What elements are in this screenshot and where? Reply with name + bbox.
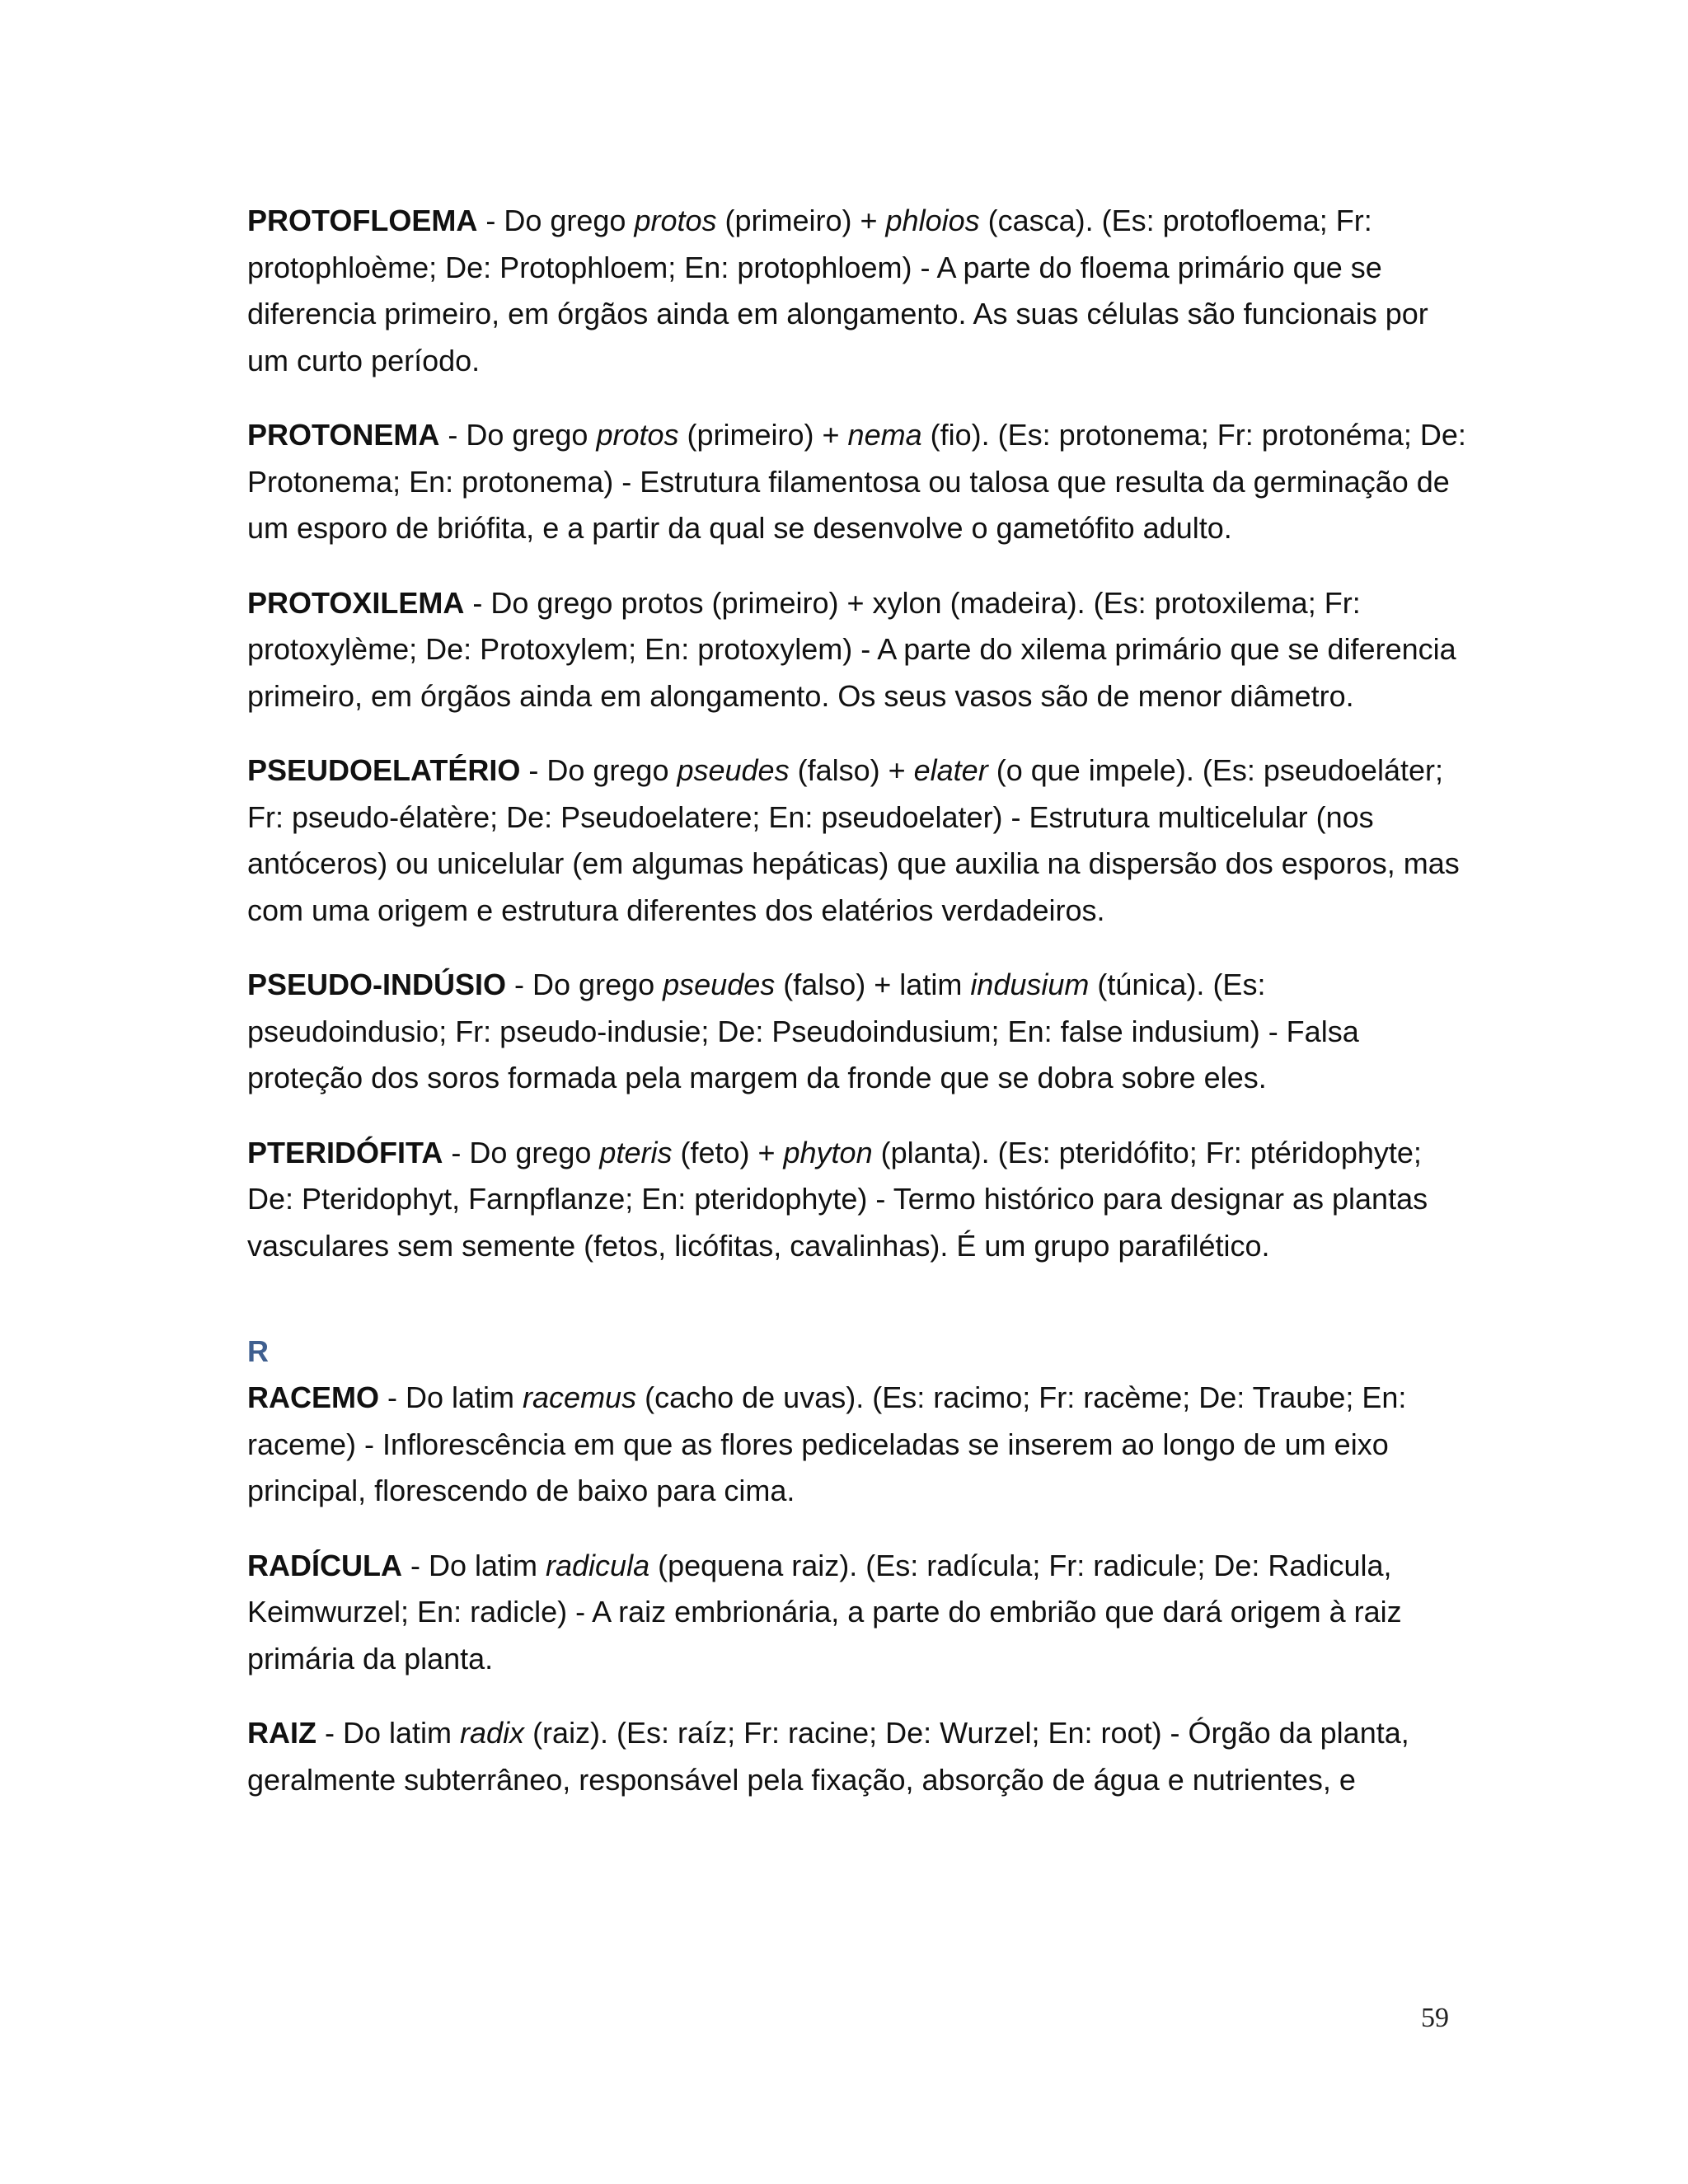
glossary-entry [247,962,1467,1102]
glossary-entry [247,412,1467,552]
glossary-entry [247,580,1467,720]
glossary-entries-r [247,1375,1467,1803]
entry-term: RADÍCULA [247,1548,402,1582]
entry-term: RACEMO [247,1380,379,1414]
entry-text: - Do grego [439,418,597,452]
entry-text: (túnica). (Es: pseudoindusio; Fr: pseudo-indusie; De: Pseudoindusium; En: false indusium) - Falsa proteção dos soros formada pela margem da fronde que se dobra sobre eles. [247,968,1359,1094]
glossary-entry [247,1375,1467,1515]
entry-term: PTERIDÓFITA [247,1135,443,1169]
entry-term: RAIZ [247,1716,316,1750]
entry-text: (fio). (Es: protonema; Fr: protonéma; De: Protonema; En: protonema) - Estrutura filamentosa ou talosa que resulta da germinação de um esporo de briófita, e a partir da qual se desenvolve o gametófito adulto. [247,418,1466,545]
entry-term: PROTOFLOEMA [247,204,478,237]
entry-text: (primeiro) + [678,418,848,452]
page-number: 59 [1421,2003,1449,2033]
entry-text: - Do grego [506,968,663,1001]
section-letter-heading: R [247,1334,269,1368]
entry-text: - Do latim [316,1716,461,1750]
glossary-content [247,198,1467,1831]
entry-etymon: protos [596,418,679,452]
entry-text: (o que impele). (Es: pseudoeláter; Fr: pseudo-élatère; De: Pseudoelatere; En: pseudoelater) - Estrutura multicelular (nos antóceros) ou unicelular (em algumas hepáticas) que auxilia na dispersão dos esporos, mas com uma origem e estrutura diferentes dos elatérios verdadeiros. [247,753,1460,927]
entry-text: - Do grego [443,1135,600,1169]
entry-text: (primeiro) + [716,204,886,237]
entry-text: (planta). (Es: pteridófito; Fr: ptéridophyte; De: Pteridophyt, Farnpflanze; En: pteridophyte) - Termo histórico para designar as plantas vasculares sem semente (fetos, licófitas, cavalinhas). É um grupo parafilético. [247,1135,1428,1263]
entry-text: - Do latim [379,1380,523,1414]
entry-etymon: racemus [523,1380,637,1414]
entry-etymon: pteris [599,1135,673,1169]
entry-term: PROTOXILEMA [247,585,465,620]
entry-etymon: pseudes [677,753,790,787]
glossary-entry [247,748,1467,934]
entry-etymon: indusium [970,968,1090,1001]
entry-text: - Do latim [401,1548,546,1582]
entry-term: PROTONEMA [247,418,440,452]
entry-text: (pequena raiz). (Es: radícula; Fr: radicule; De: Radicula, Keimwurzel; En: radicle) - A raiz embrionária, a parte do embrião que dará origem à raiz primária da planta. [247,1548,1402,1675]
entry-text: (raiz). (Es: raíz; Fr: racine; De: Wurzel; En: root) - Órgão da planta, geralmente subterrâneo, responsável pela fixação, absorção de água e nutrientes, e [247,1716,1409,1797]
entry-text: (cacho de uvas). (Es: racimo; Fr: racème; De: Traube; En: raceme) - Inflorescência em que as flores pediceladas se inserem ao longo de um eixo principal, florescendo de baixo para cima. [247,1380,1407,1507]
entry-etymon: protos [634,204,717,237]
glossary-entry [247,198,1467,384]
entry-text: - Do grego [477,204,635,237]
entry-text: (casca). (Es: protofloema; Fr: protophloème; De: Protophloem; En: protophloem) - A parte do floema primário que se diferencia primeiro, em órgãos ainda em alongamento. As suas células são funcionais por um curto período. [247,204,1428,377]
entry-text: (feto) + [672,1135,784,1169]
entry-etymon: radicula [546,1548,650,1582]
entry-text: (falso) + [789,753,914,787]
entry-text: - Do grego protos (primeiro) + xylon (madeira). (Es: protoxilema; Fr: protoxylème; De: Protoxylem; En: protoxylem) - A parte do xilema primário que se diferencia primeiro, em órgãos ainda em alongamento. Os seus vasos são de menor diâmetro. [247,585,1456,713]
entry-etymon: pseudes [663,968,776,1001]
entry-term: PSEUDOELATÉRIO [247,753,521,787]
entry-text: (falso) + latim [775,968,971,1001]
entry-term: PSEUDO-INDÚSIO [247,968,507,1001]
glossary-entries-p [247,198,1467,1269]
glossary-entry [247,1130,1467,1270]
entry-text: - Do grego [520,753,678,787]
entry-etymon: elater [913,753,988,787]
glossary-entry [247,1543,1467,1683]
entry-etymon: phyton [783,1135,873,1169]
entry-etymon: phloios [885,204,980,237]
glossary-entry [247,1710,1467,1803]
entry-etymon: nema [847,418,922,452]
entry-etymon: radix [460,1716,525,1750]
